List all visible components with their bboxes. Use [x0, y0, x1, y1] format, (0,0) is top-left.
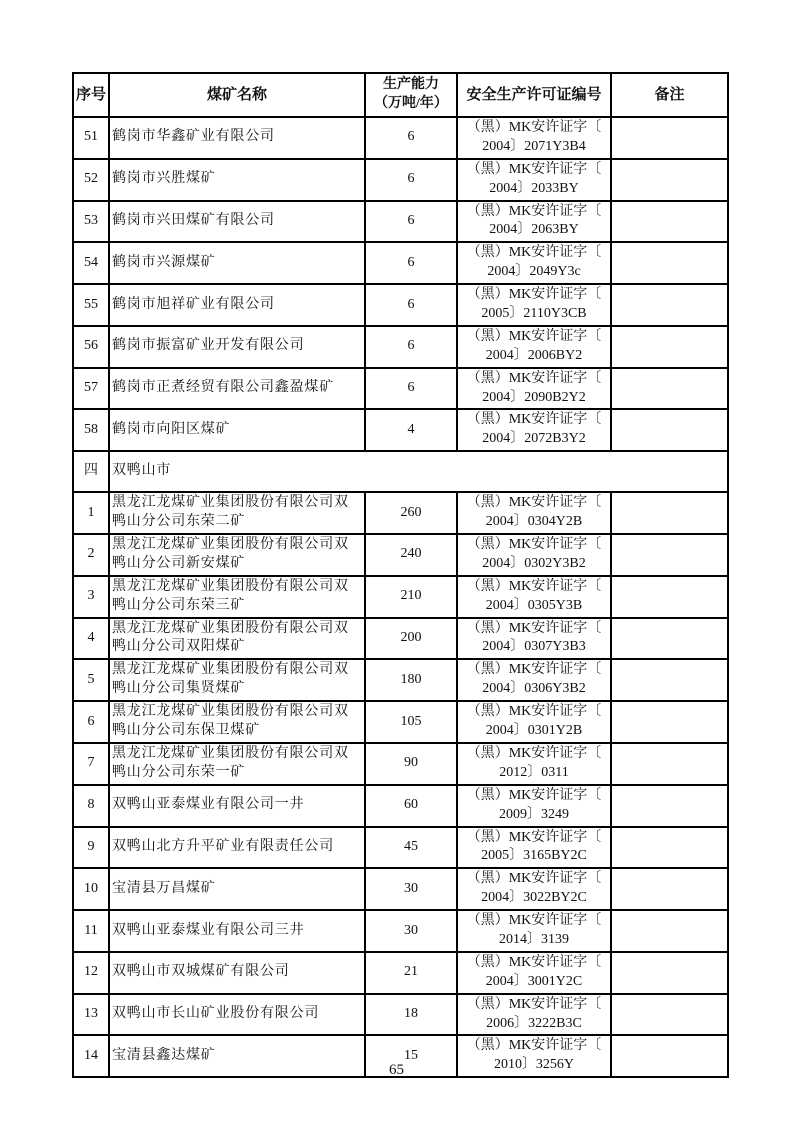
capacity-value: 210 [365, 576, 457, 618]
permit-number [457, 827, 611, 869]
permit-line2: 2004〕0304Y2B [485, 514, 583, 530]
remark-cell [611, 994, 728, 1036]
mine-name: 鹤岗市振富矿业开发有限公司 [109, 326, 365, 368]
row-number: 55 [73, 284, 109, 326]
remark-cell [611, 576, 728, 618]
row-number: 11 [73, 910, 109, 952]
table-row [73, 492, 728, 534]
mine-name: 黑龙江龙煤矿业集团股份有限公司双鸭山分公司新安煤矿 [109, 534, 365, 576]
permit-line1: （黑）MK安许证字〔 [466, 662, 602, 678]
table-row [73, 368, 728, 410]
remark-cell [611, 868, 728, 910]
table-row [73, 743, 728, 785]
permit-line2: 2004〕2071Y3B4 [482, 138, 586, 154]
mine-name: 宝清县鑫达煤矿 [109, 1035, 365, 1077]
header-capacity-line2: （万吨/年） [374, 96, 448, 111]
mine-name: 鹤岗市向阳区煤矿 [109, 409, 365, 451]
capacity-value: 105 [365, 701, 457, 743]
capacity-value: 60 [365, 785, 457, 827]
permit-line1: （黑）MK安许证字〔 [466, 120, 602, 135]
remark-cell [611, 701, 728, 743]
table-row [73, 952, 728, 994]
permit-line1: （黑）MK安许证字〔 [466, 578, 602, 594]
section-number: 四 [73, 451, 109, 492]
capacity-value: 30 [365, 868, 457, 910]
row-number: 1 [73, 492, 109, 534]
header-remark: 备注 [611, 73, 728, 117]
table-row [73, 785, 728, 827]
table-row [73, 326, 728, 368]
permit-number [457, 868, 611, 910]
permit-line1: （黑）MK安许证字〔 [466, 745, 602, 761]
mine-name: 鹤岗市旭祥矿业有限公司 [109, 284, 365, 326]
remark-cell [611, 492, 728, 534]
permit-line1: （黑）MK安许证字〔 [466, 161, 602, 177]
mine-name: 黑龙江龙煤矿业集团股份有限公司双鸭山分公司东保卫煤矿 [109, 701, 365, 743]
permit-line2: 2004〕2063BY [489, 222, 579, 238]
permit-line1: （黑）MK安许证字〔 [466, 203, 602, 219]
capacity-value: 180 [365, 659, 457, 701]
table-row [73, 117, 728, 159]
page-number: 65 [389, 1062, 404, 1078]
table-row [73, 659, 728, 701]
header-capacity-line1: 生产能力 [383, 77, 439, 93]
capacity-value: 6 [365, 284, 457, 326]
remark-cell [611, 534, 728, 576]
capacity-value: 240 [365, 534, 457, 576]
mine-name: 宝清县万昌煤矿 [109, 868, 365, 910]
table-row [73, 576, 728, 618]
permit-line1: （黑）MK安许证字〔 [466, 370, 602, 386]
permit-line1: （黑）MK安许证字〔 [466, 412, 602, 428]
row-number: 56 [73, 326, 109, 368]
remark-cell [611, 284, 728, 326]
permit-number [457, 659, 611, 701]
permit-line2: 2005〕3165BY2C [481, 848, 587, 864]
mine-name: 双鸭山北方升平矿业有限责任公司 [109, 827, 365, 869]
mine-name: 黑龙江龙煤矿业集团股份有限公司双鸭山分公司东荣三矿 [109, 576, 365, 618]
mine-name: 鹤岗市兴胜煤矿 [109, 159, 365, 201]
permit-number [457, 743, 611, 785]
permit-number [457, 326, 611, 368]
mine-name: 双鸭山亚泰煤业有限公司一井 [109, 785, 365, 827]
mine-name: 黑龙江龙煤矿业集团股份有限公司双鸭山分公司双阳煤矿 [109, 618, 365, 660]
row-number: 6 [73, 701, 109, 743]
permit-number [457, 201, 611, 243]
permit-number [457, 409, 611, 451]
table-header [73, 73, 728, 117]
permit-line1: （黑）MK安许证字〔 [466, 829, 602, 845]
table-row [73, 284, 728, 326]
mine-name: 黑龙江龙煤矿业集团股份有限公司双鸭山分公司东荣一矿 [109, 743, 365, 785]
remark-cell [611, 326, 728, 368]
permit-line1: （黑）MK安许证字〔 [466, 996, 602, 1012]
capacity-value: 21 [365, 952, 457, 994]
capacity-value: 260 [365, 492, 457, 534]
permit-number [457, 492, 611, 534]
capacity-value: 6 [365, 117, 457, 159]
permit-line2: 2006〕3222B3C [486, 1015, 582, 1031]
permit-line2: 2004〕2033BY [489, 180, 579, 196]
capacity-value: 4 [365, 409, 457, 451]
remark-cell [611, 368, 728, 410]
permit-line1: （黑）MK安许证字〔 [466, 913, 602, 929]
permit-number [457, 368, 611, 410]
row-number: 4 [73, 618, 109, 660]
remark-cell [611, 117, 728, 159]
capacity-value: 6 [365, 159, 457, 201]
section-row [73, 451, 728, 492]
remark-cell [611, 409, 728, 451]
mine-name: 双鸭山亚泰煤业有限公司三井 [109, 910, 365, 952]
permit-line1: （黑）MK安许证字〔 [466, 1038, 602, 1054]
table-row [73, 910, 728, 952]
table-row [73, 201, 728, 243]
permit-line2: 2004〕0301Y2B [485, 723, 583, 739]
permit-line1: （黑）MK安许证字〔 [466, 704, 602, 720]
permit-number [457, 242, 611, 284]
permit-number [457, 910, 611, 952]
row-number: 52 [73, 159, 109, 201]
permit-number [457, 785, 611, 827]
header-capacity [365, 73, 457, 117]
row-number: 9 [73, 827, 109, 869]
mine-name: 鹤岗市正煮经贸有限公司鑫盈煤矿 [109, 368, 365, 410]
permit-line2: 2004〕2090B2Y2 [482, 389, 586, 405]
capacity-value: 6 [365, 242, 457, 284]
permit-line2: 2004〕0307Y3B3 [482, 639, 586, 655]
table-row [73, 994, 728, 1036]
permit-line2: 2014〕3139 [499, 931, 569, 947]
permit-line1: （黑）MK安许证字〔 [466, 287, 602, 303]
row-number: 54 [73, 242, 109, 284]
mine-name: 黑龙江龙煤矿业集团股份有限公司双鸭山分公司集贤煤矿 [109, 659, 365, 701]
capacity-value: 200 [365, 618, 457, 660]
row-number: 10 [73, 868, 109, 910]
table-row [73, 242, 728, 284]
remark-cell [611, 618, 728, 660]
permit-line1: （黑）MK安许证字〔 [466, 954, 602, 970]
row-number: 14 [73, 1035, 109, 1077]
permit-number [457, 117, 611, 159]
permit-number [457, 284, 611, 326]
permit-line2: 2004〕2006BY2 [485, 347, 583, 363]
header-permit: 安全生产许可证编号 [457, 73, 611, 117]
row-number: 58 [73, 409, 109, 451]
permit-line2: 2004〕0302Y3B2 [482, 555, 586, 571]
remark-cell [611, 827, 728, 869]
permit-number [457, 576, 611, 618]
capacity-value: 15 [365, 1035, 457, 1077]
permit-line2: 2004〕3001Y2C [485, 973, 583, 989]
mine-name: 双鸭山市长山矿业股份有限公司 [109, 994, 365, 1036]
permit-line1: （黑）MK安许证字〔 [466, 537, 602, 553]
capacity-value: 6 [365, 368, 457, 410]
capacity-value: 6 [365, 201, 457, 243]
row-number: 2 [73, 534, 109, 576]
permit-line2: 2004〕2049Y3c [487, 264, 581, 280]
table-body [73, 117, 728, 1077]
permit-number [457, 701, 611, 743]
mine-name: 鹤岗市华鑫矿业有限公司 [109, 117, 365, 159]
remark-cell [611, 659, 728, 701]
coal-mine-table [72, 72, 729, 1078]
capacity-value: 90 [365, 743, 457, 785]
row-number: 51 [73, 117, 109, 159]
permit-number [457, 952, 611, 994]
remark-cell [611, 743, 728, 785]
table-row [73, 701, 728, 743]
remark-cell [611, 242, 728, 284]
permit-line1: （黑）MK安许证字〔 [466, 245, 602, 261]
permit-line2: 2009〕3249 [499, 806, 569, 822]
row-number: 13 [73, 994, 109, 1036]
row-number: 53 [73, 201, 109, 243]
permit-line1: （黑）MK安许证字〔 [466, 620, 602, 636]
permit-line2: 2012〕0311 [499, 764, 569, 780]
remark-cell [611, 785, 728, 827]
permit-line1: （黑）MK安许证字〔 [466, 787, 602, 803]
permit-line1: （黑）MK安许证字〔 [466, 328, 602, 344]
row-number: 5 [73, 659, 109, 701]
table-row [73, 827, 728, 869]
permit-line2: 2004〕0306Y3B2 [482, 681, 586, 697]
remark-cell [611, 201, 728, 243]
row-number: 8 [73, 785, 109, 827]
permit-number [457, 159, 611, 201]
table-row [73, 868, 728, 910]
row-number: 57 [73, 368, 109, 410]
capacity-value: 18 [365, 994, 457, 1036]
remark-cell [611, 159, 728, 201]
header-row [73, 73, 728, 117]
capacity-value: 6 [365, 326, 457, 368]
permit-line1: （黑）MK安许证字〔 [466, 495, 602, 511]
permit-line2: 2004〕3022BY2C [481, 890, 587, 906]
mine-name: 鹤岗市兴源煤矿 [109, 242, 365, 284]
mine-name: 黑龙江龙煤矿业集团股份有限公司双鸭山分公司东荣二矿 [109, 492, 365, 534]
permit-line2: 2004〕2072B3Y2 [482, 431, 586, 447]
row-number: 3 [73, 576, 109, 618]
mine-name: 鹤岗市兴田煤矿有限公司 [109, 201, 365, 243]
header-mine-name: 煤矿名称 [109, 73, 365, 117]
permit-number [457, 618, 611, 660]
permit-number [457, 994, 611, 1036]
row-number: 12 [73, 952, 109, 994]
table-row [73, 618, 728, 660]
row-number: 7 [73, 743, 109, 785]
permit-number [457, 534, 611, 576]
capacity-value: 45 [365, 827, 457, 869]
permit-line2: 2005〕2110Y3CB [481, 306, 587, 322]
remark-cell [611, 952, 728, 994]
table-row [73, 409, 728, 451]
section-name: 双鸭山市 [109, 451, 728, 492]
permit-line1: （黑）MK安许证字〔 [466, 871, 602, 887]
permit-line2: 2010〕3256Y [493, 1057, 575, 1073]
header-no: 序号 [73, 73, 109, 117]
remark-cell [611, 910, 728, 952]
table-row [73, 534, 728, 576]
table-row [73, 159, 728, 201]
capacity-value: 30 [365, 910, 457, 952]
permit-line2: 2004〕0305Y3B [485, 597, 583, 613]
mine-name: 双鸭山市双城煤矿有限公司 [109, 952, 365, 994]
